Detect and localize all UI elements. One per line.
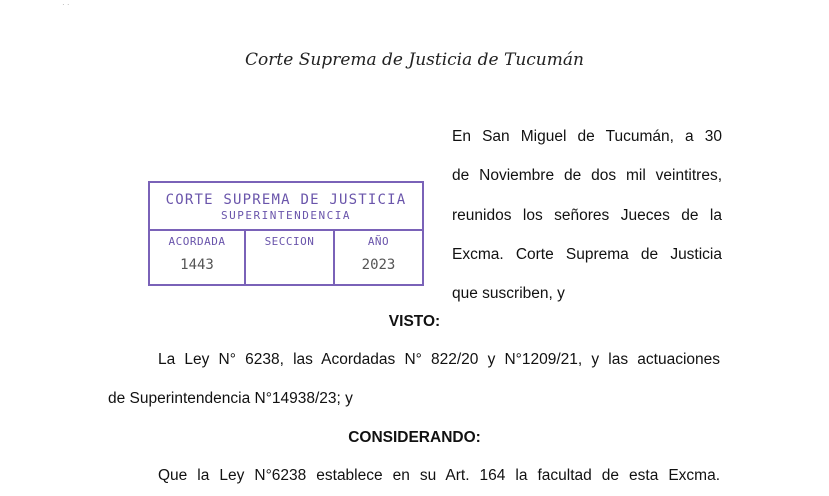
visto-paragraph <box>108 340 720 418</box>
intro-line: reunidos los señores Jueces de la <box>452 206 722 224</box>
considerando-heading: CONSIDERANDO: <box>348 429 481 446</box>
stamp-title: CORTE SUPREMA DE JUSTICIA <box>165 192 407 208</box>
stamp-fields <box>150 231 422 286</box>
stamp-cell-acordada <box>150 231 246 286</box>
stamp-cell-ano <box>335 231 422 286</box>
stamp-year: 2023 <box>361 257 396 273</box>
stamp-label-seccion: SECCION <box>264 235 315 248</box>
intro-line: de Noviembre de dos mil veintitres, <box>452 167 722 185</box>
stamp-cell-seccion <box>246 231 335 286</box>
intro-paragraph <box>452 117 722 313</box>
intro-line: En San Miguel de Tucumán, a 30 <box>452 128 722 145</box>
court-letterhead: Corte Suprema de Justicia de Tucumán <box>245 50 584 70</box>
visto-line: de Superintendencia N°14938/23; y <box>108 390 353 407</box>
stamp-subtitle: SUPERINTENDENCIA <box>221 209 351 222</box>
stamp-header <box>150 183 422 231</box>
intro-line: Excma. Corte Suprema de Justicia <box>452 245 722 263</box>
visto-heading: VISTO: <box>388 313 441 330</box>
visto-line: La Ley N° 6238, las Acordadas N° 822/20 y N°1209/21, y las actuaciones <box>158 351 720 368</box>
scan-mark: · · <box>62 0 70 9</box>
intro-line: que suscriben, y <box>452 285 565 303</box>
acordada-stamp <box>148 181 424 286</box>
considerando-paragraph <box>108 456 720 495</box>
considerando-line: Que la Ley N°6238 establece en su Art. 164 la facultad de esta Excma. <box>158 467 720 484</box>
stamp-label-acordada: ACORDADA <box>168 235 226 248</box>
stamp-acordada-number: 1443 <box>180 257 214 273</box>
stamp-label-ano: AÑO <box>367 235 390 248</box>
